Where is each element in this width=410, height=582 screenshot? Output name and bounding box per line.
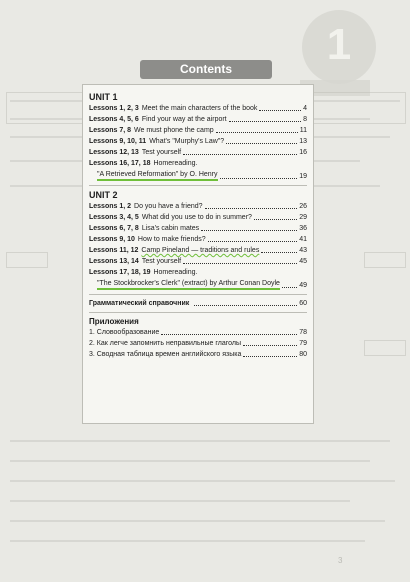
toc-entry[interactable]: Lessons 1, 2, 3 Meet the main characters of the book 4 (89, 105, 307, 112)
toc-entry[interactable]: Lessons 9, 10, 11 What's "Murphy's Law"? 13 (89, 138, 307, 145)
unit-badge-ghost: 1 (302, 10, 376, 84)
toc-entry[interactable]: Lessons 16, 17, 18 Homereading. (89, 160, 198, 167)
toc-entry[interactable]: Lessons 13, 14 Test yourself 45 (89, 258, 307, 265)
toc-entry[interactable]: Lessons 12, 13 Test yourself 16 (89, 149, 307, 156)
toc-entry-appendix[interactable]: 3. Сводная таблица времен английского языка 80 (89, 351, 307, 358)
toc-entry[interactable]: Lessons 17, 18, 19 Homereading. (89, 269, 198, 276)
toc-entry[interactable]: Lessons 1, 2 Do you have a friend? 26 (89, 203, 307, 210)
appendix-title: Приложения (89, 317, 139, 326)
divider (89, 312, 307, 313)
divider (89, 294, 307, 295)
table-of-contents (82, 84, 314, 424)
toc-entry[interactable]: Lessons 6, 7, 8 Lisa's cabin mates 36 (89, 225, 307, 232)
contents-heading: Contents (140, 60, 272, 79)
toc-entry[interactable]: Lessons 9, 10 How to make friends? 41 (89, 236, 307, 243)
toc-entry-appendix[interactable]: 2. Как легче запомнить неправильные глаголы 79 (89, 340, 307, 347)
toc-subentry[interactable]: "The Stockbrocker's Clerk" (extract) by Arthur Conan Doyle 49 (97, 280, 307, 289)
toc-subentry[interactable]: "A Retrieved Reformation" by O. Henry 19 (97, 171, 307, 180)
unit2-title: UNIT 2 (89, 190, 118, 200)
contents-panel (70, 60, 343, 580)
toc-entry-appendix[interactable]: 1. Словообразование 78 (89, 329, 307, 336)
divider (89, 185, 307, 186)
toc-entry[interactable]: Lessons 11, 12 Camp Pineland — traditions and rules 43 (89, 247, 307, 254)
toc-entry[interactable]: Lessons 3, 4, 5 What did you use to do in summer? 29 (89, 214, 307, 221)
toc-entry[interactable]: Lessons 7, 8 We must phone the camp 11 (89, 127, 307, 134)
page-number: 3 (338, 556, 343, 565)
toc-entry[interactable]: Lessons 4, 5, 6 Find your way at the airport 8 (89, 116, 307, 123)
unit1-title: UNIT 1 (89, 92, 118, 102)
toc-entry-grammar[interactable]: Грамматический справочник 60 (89, 300, 307, 307)
